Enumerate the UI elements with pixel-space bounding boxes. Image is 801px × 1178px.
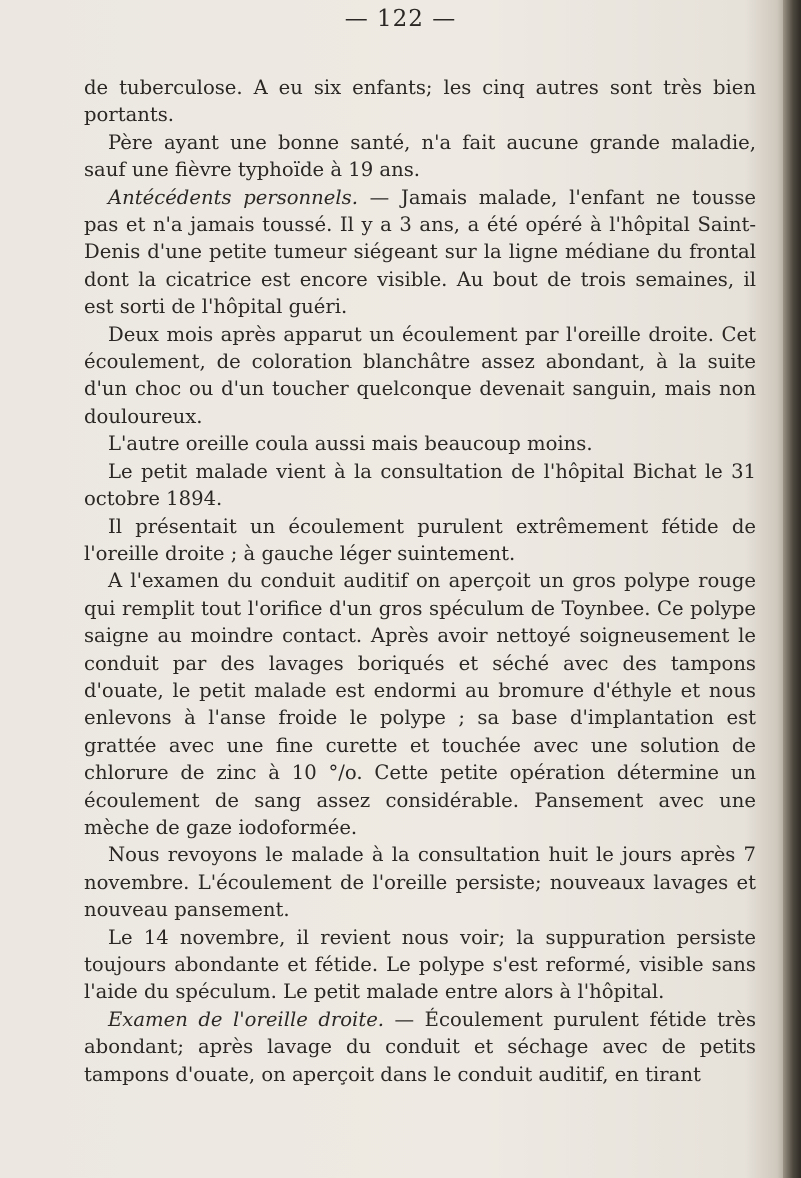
paragraph-8: A l'examen du conduit auditif on aperçoit un gros polype rouge qui remplit tout l'orifice d'un gros spéculum de Toynbee. Ce polype saigne au moindre contact. Après avoir nettoyé soigneusement le conduit par des lavages boriqués et séché avec des tampons d'ouate, le petit malade est endormi au bromure d'éthyle et nous enlevons à l'anse froide le polype ; sa base d'implantation est grattée avec une fine curette et touchée avec une solution de chlorure de zinc à 10 °/o. Cette petite opération détermine un écoulement de sang assez considérable. Pansement avec une mèche de gaze iodoformée. [84,569,756,839]
book-spine-edge [783,0,801,1178]
paragraph-5: L'autre oreille coula aussi mais beaucoup moins. [108,432,593,456]
paragraph-4: Deux mois après apparut un écoulement par l'oreille droite. Cet écoulement, de coloration blanchâtre assez abondant, à la suite d'un choc ou d'un toucher quelconque devenait sanguin, mais non douloureux. [84,322,756,428]
paragraph-3: Antécédents personnels. — Jamais malade, l'enfant ne tousse pas et n'a jamais toussé. Il y a 3 ans, a été opéré à l'hôpital Saint-Denis d'une petite tumeur siégeant sur la ligne médiane du frontal dont la cicatrice est encore visible. Au bout de trois semaines, il est sorti de l'hôpital guéri. [84,185,756,319]
page-number: — 122 — [344,6,457,32]
paragraph-2: Père ayant une bonne santé, n'a fait aucune grande maladie, sauf une fièvre typhoïde à 19 ans. [84,130,756,182]
paragraph-10: Le 14 novembre, il revient nous voir; la suppuration persiste toujours abondante et fétide. Le polype s'est reformé, visible sans l'aide du spéculum. Le petit malade entre alors à l'hôpital. [84,925,756,1004]
paragraph-6: Le petit malade vient à la consultation de l'hôpital Bichat le 31 octobre 1894. [84,459,756,511]
section-heading-examen: Examen de l'oreille droite. [108,1007,385,1031]
section-heading-antecedents: Antécédents personnels. [108,185,358,209]
paragraph-1: de tuberculose. A eu six enfants; les cinq autres sont très bien portants. [84,76,756,127]
paragraph-7: Il présentait un écoulement purulent extrêmement fétide de l'oreille droite ; à gauche léger suintement. [84,514,756,565]
paragraph-11: Examen de l'oreille droite. — Écoulement purulent fétide très abondant; après lavage du conduit et séchage avec de petits tampons d'ouate, on aperçoit dans le conduit auditif, en tirant [84,1007,756,1086]
body-text [84,74,756,1088]
paragraph-9: Nous revoyons le malade à la consultation huit le jours après 7 novembre. L'écoulement de l'oreille persiste; nouveaux lavages et nouveau pansement. [84,843,756,922]
